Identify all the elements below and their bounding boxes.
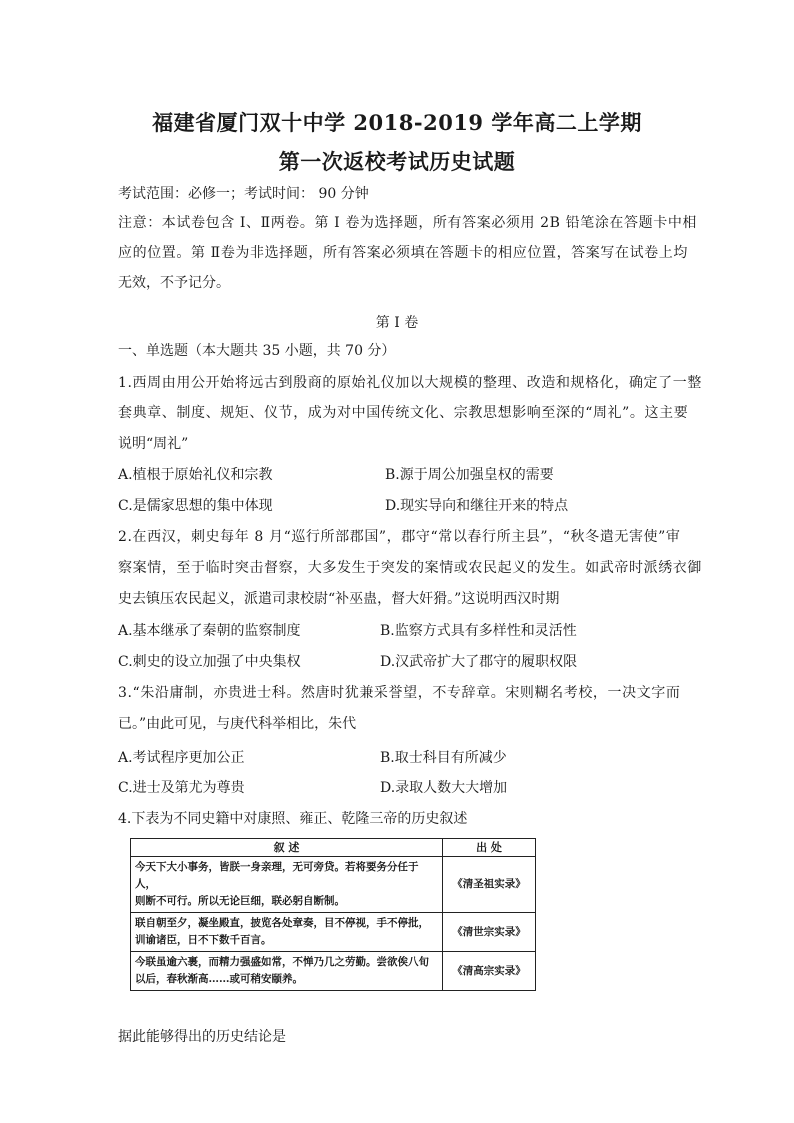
note-line: 应的位置。第 Ⅱ卷为非选择题，所有答案必须填在答题卡的相应位置，答案写在试卷上均 (118, 245, 688, 261)
description-line: 训谕诸臣，日不下数千百言。 (135, 934, 272, 946)
table-cell-source: 《清高宗实录》 (443, 952, 536, 991)
option-b: B.监察方式具有多样性和灵活性 (380, 623, 577, 639)
history-table (130, 838, 536, 991)
table-cell-description (131, 913, 443, 952)
question-stem: 已。”由此可见，与庚代科举相比，朱代 (118, 716, 357, 732)
description-line: 联自朝至夕，凝坐殿直，披览各处章奏，目不停视，手不停批， (135, 917, 429, 929)
option-a: A.植根于原始礼仪和宗教 (118, 467, 273, 483)
option-d: D.录取人数大大增加 (380, 780, 508, 796)
question-stem: 套典章、制度、规矩、仪节，成为对中国传统文化、宗教思想影响至深的“周礼”。这主要 (118, 405, 689, 421)
volume-label: 第 I 卷 (375, 315, 419, 331)
exam-title-line1: 福建省厦门双十中学 2018-2019 学年高二上学期 (152, 110, 642, 135)
table-cell-description (131, 857, 443, 913)
note-line: 无效，不予记分。 (118, 275, 230, 291)
option-a: A.考试程序更加公正 (118, 750, 245, 766)
table-row (131, 952, 536, 991)
question-stem: 史去镇压农民起义，派遣司隶校尉“补巫蛊，督大奸猾。”这说明西汉时期 (118, 591, 560, 607)
exam-title-line2: 第一次返校考试历史试题 (278, 149, 516, 174)
question-stem: 3.“朱沿庸制，亦贵进士科。然唐时犹兼采誉望，不专辞章。宋则糊名考校，一决文字而 (118, 685, 681, 701)
option-c: C.刺史的设立加强了中央集权 (118, 654, 301, 670)
option-d: D.汉武帝扩大了郡守的履职权限 (380, 654, 578, 670)
table-row (131, 913, 536, 952)
table-header-row (131, 839, 536, 857)
question-prompt: 据此能够得出的历史结论是 (118, 1029, 286, 1045)
option-c: C.进士及第尤为尊贵 (118, 780, 245, 796)
exam-scope: 考试范围：必修一；考试时间： 90 分钟 (118, 186, 369, 202)
column-header-source: 出 处 (443, 839, 536, 857)
question-stem: 察案情，至于临时突击督察，大多发生于突发的案情或农民起义的发生。如武帝时派绣衣御 (118, 560, 702, 576)
description-line: 今联虽逾六裹，而精力强盛如常，不惮乃几之劳勤。尝欲俟八旬 (135, 956, 429, 968)
section-heading: 一、单选题（本大题共 35 小题，共 70 分） (118, 343, 396, 359)
note-line: 注意：本试卷包含 I、Ⅱ两卷。第 I 卷为选择题，所有答案必须用 2B 铅笔涂在答题卡中相 (118, 215, 698, 231)
description-line: 今天下大小事务，皆朕一身亲理，无可旁贷。若将要务分任于人， (135, 861, 419, 890)
option-b: B.取士科目有所减少 (380, 750, 507, 766)
option-a: A.基本继承了秦朝的监察制度 (118, 623, 301, 639)
question-stem: 1.西周由用公开始将远古到殷商的原始礼仪加以大规模的整理、改造和规格化，确定了一整 (118, 375, 702, 391)
table-cell-source: 《清圣祖实录》 (443, 857, 536, 913)
option-d: D.现实导向和继往开来的特点 (385, 498, 569, 514)
table-cell-description (131, 952, 443, 991)
description-line: 则断不可行。所以无论巨细，联必躬自断制。 (135, 895, 345, 907)
column-header-description: 叙 述 (131, 839, 443, 857)
option-c: C.是儒家思想的集中体现 (118, 498, 273, 514)
question-stem: 说明“周礼” (118, 436, 189, 452)
option-b: B.源于周公加强皇权的需要 (385, 467, 554, 483)
table-cell-source: 《清世宗实录》 (443, 913, 536, 952)
description-line: 以后，春秋渐高……或可稍安颐养。 (135, 973, 303, 985)
table-row (131, 857, 536, 913)
question-stem: 4.下表为不同史籍中对康照、雍正、乾隆三帝的历史叙述 (118, 811, 468, 827)
question-stem: 2.在西汉，刺史每年 8 月“巡行所部郡国”，郡守“常以春行所主县”，“秋冬遣无害使”审 (118, 529, 681, 545)
